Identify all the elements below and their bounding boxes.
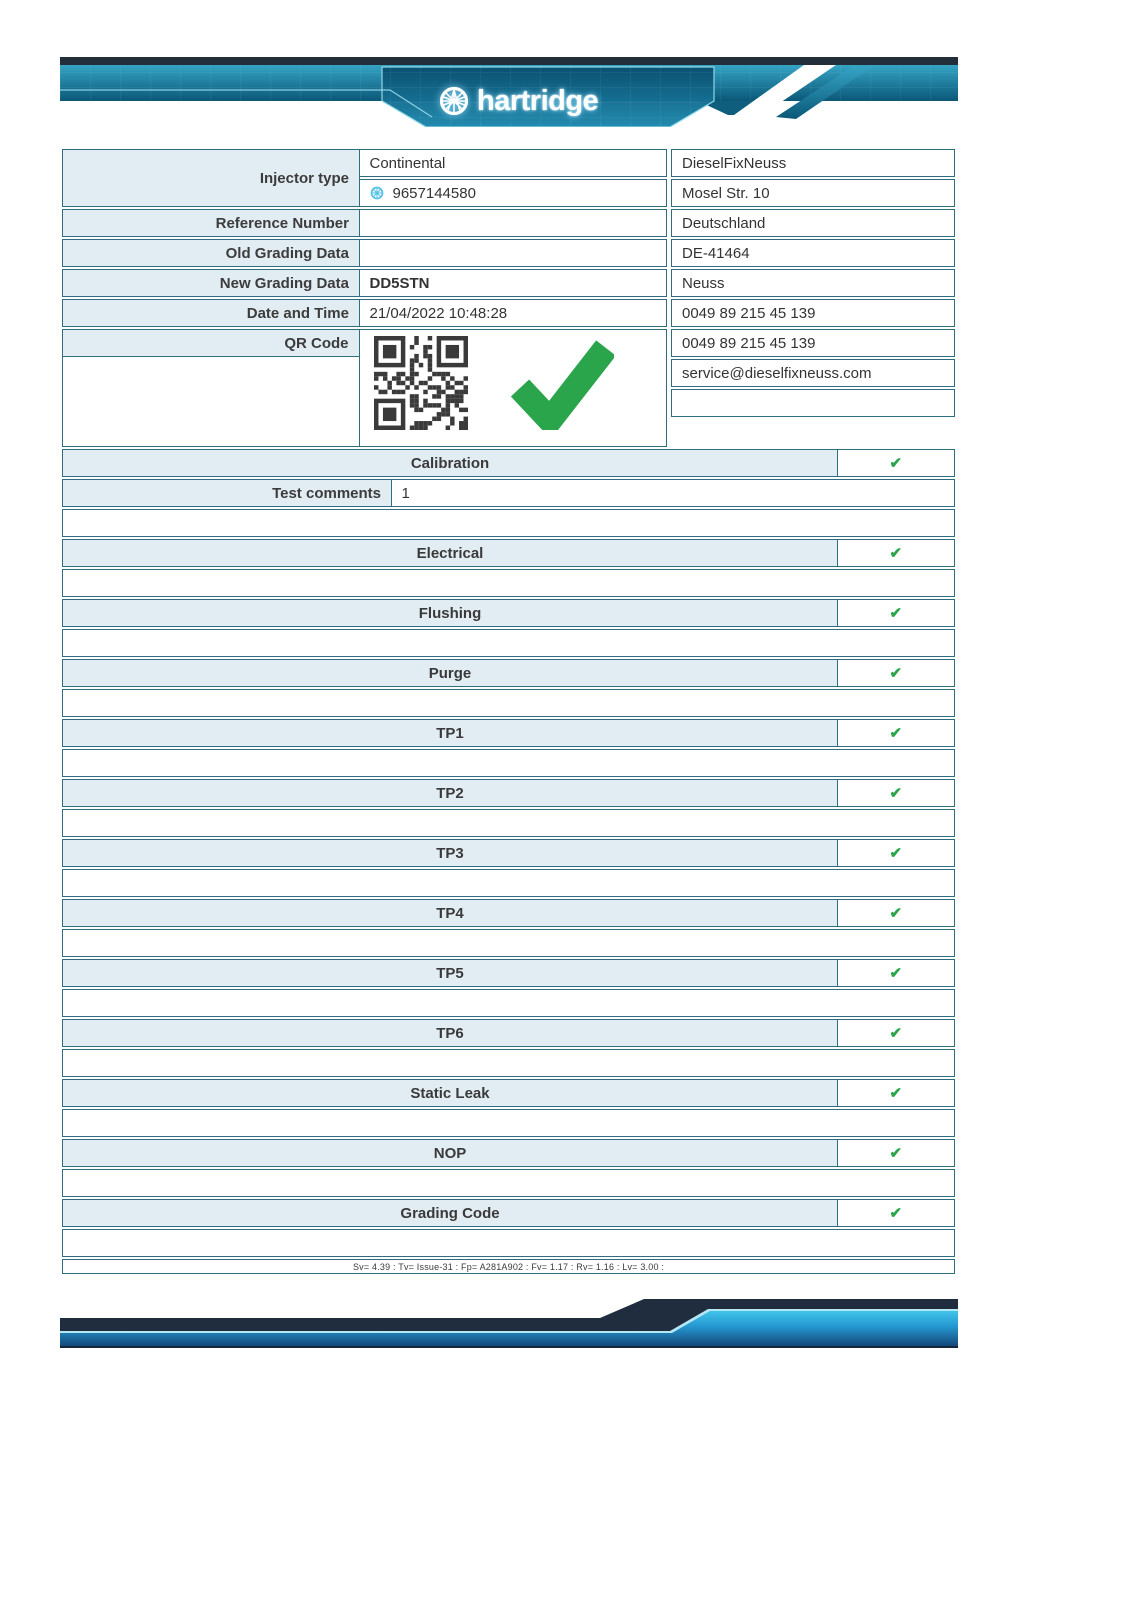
customer-value-0: DieselFixNeuss <box>671 149 955 177</box>
section-header-tp1 <box>62 719 955 747</box>
section-title: TP2 <box>62 779 838 807</box>
injector-serial-cell <box>359 179 668 207</box>
section-header-calibration <box>62 449 955 477</box>
section-spacer-row <box>62 929 955 957</box>
section-status-cell <box>837 839 956 867</box>
info-value-old-grading-data <box>359 239 668 267</box>
version-footer-text: Sv= 4.39 : Tv= Issue-31 : Fp= A281A902 : Fv= 1.17 : Rv= 1.16 : Lv= 3.00 : <box>352 1261 665 1272</box>
section-status-cell <box>837 449 956 477</box>
check-icon: ✔ <box>889 454 903 472</box>
section-spacer-row <box>62 809 955 837</box>
section-status-cell <box>837 779 956 807</box>
footer-banner <box>60 1296 958 1348</box>
section-spacer-row <box>62 1049 955 1077</box>
check-icon: ✔ <box>889 964 903 982</box>
section-title: TP3 <box>62 839 838 867</box>
section-status-cell <box>837 1139 956 1167</box>
section-status-cell <box>837 659 956 687</box>
section-status-cell <box>837 959 956 987</box>
injector-type-row <box>62 149 667 207</box>
section-header-nop <box>62 1139 955 1167</box>
customer-value-7: service@dieselfixneuss.com <box>671 359 955 387</box>
section-header-tp4 <box>62 899 955 927</box>
check-icon: ✔ <box>889 784 903 802</box>
check-icon: ✔ <box>889 664 903 682</box>
info-row-new-grading-data <box>62 269 667 297</box>
check-icon: ✔ <box>889 844 903 862</box>
test-comments-label: Test comments <box>62 479 392 507</box>
section-status-cell <box>837 599 956 627</box>
section-header-static-leak <box>62 1079 955 1107</box>
section-header-flushing <box>62 599 955 627</box>
section-header-tp6 <box>62 1019 955 1047</box>
info-label-new-grading-data: New Grading Data <box>62 269 360 297</box>
section-status-cell <box>837 899 956 927</box>
qr-code <box>374 336 468 430</box>
wheel-icon-small <box>370 186 384 200</box>
customer-value-4: Neuss <box>671 269 955 297</box>
section-title: Electrical <box>62 539 838 567</box>
section-spacer-row <box>62 1109 955 1137</box>
check-icon: ✔ <box>889 1024 903 1042</box>
section-title: TP6 <box>62 1019 838 1047</box>
pass-check-icon <box>510 338 614 430</box>
section-spacer-row <box>62 1169 955 1197</box>
info-row-old-grading-data <box>62 239 667 267</box>
customer-value-1: Mosel Str. 10 <box>671 179 955 207</box>
qr-code-row <box>62 329 667 447</box>
info-row-reference-number <box>62 209 667 237</box>
customer-value-2: Deutschland <box>671 209 955 237</box>
section-spacer-row <box>62 629 955 657</box>
section-title: Static Leak <box>62 1079 838 1107</box>
customer-row <box>671 179 955 207</box>
section-status-cell <box>837 719 956 747</box>
info-label-date-and-time: Date and Time <box>62 299 360 327</box>
wheel-icon <box>438 85 470 117</box>
section-header-purge <box>62 659 955 687</box>
customer-row <box>671 149 955 177</box>
customer-row <box>671 329 955 357</box>
check-icon: ✔ <box>889 1144 903 1162</box>
version-footer-row <box>62 1259 955 1274</box>
info-label-reference-number: Reference Number <box>62 209 360 237</box>
customer-row <box>671 359 955 387</box>
check-icon: ✔ <box>889 904 903 922</box>
section-header-grading-code <box>62 1199 955 1227</box>
section-status-cell <box>837 1019 956 1047</box>
qr-code-label: QR Code <box>63 330 359 357</box>
check-icon: ✔ <box>889 1084 903 1102</box>
customer-value-6: 0049 89 215 45 139 <box>671 329 955 357</box>
test-comments-value: 1 <box>391 479 956 507</box>
section-header-tp5 <box>62 959 955 987</box>
section-header-tp3 <box>62 839 955 867</box>
injector-type-label: Injector type <box>62 149 360 207</box>
brand-logo <box>438 82 668 120</box>
section-title: Purge <box>62 659 838 687</box>
section-title: Flushing <box>62 599 838 627</box>
customer-empty-cell <box>671 389 955 417</box>
injector-serial-value: 9657144580 <box>392 184 476 202</box>
section-spacer-row <box>62 869 955 897</box>
customer-value-5: 0049 89 215 45 139 <box>671 299 955 327</box>
section-spacer-row <box>62 689 955 717</box>
section-header-electrical <box>62 539 955 567</box>
customer-row <box>671 269 955 297</box>
section-status-cell <box>837 539 956 567</box>
logo-wordmark: hartridge <box>477 84 599 117</box>
section-status-cell <box>837 1199 956 1227</box>
info-value-new-grading-data: DD5STN <box>359 269 668 297</box>
check-icon: ✔ <box>889 544 903 562</box>
section-spacer-row <box>62 509 955 537</box>
customer-row <box>671 239 955 267</box>
section-header-tp2 <box>62 779 955 807</box>
check-icon: ✔ <box>889 604 903 622</box>
section-title: TP5 <box>62 959 838 987</box>
section-spacer-row <box>62 569 955 597</box>
section-spacer-row <box>62 749 955 777</box>
info-value-reference-number <box>359 209 668 237</box>
section-title: Calibration <box>62 449 838 477</box>
section-title: Grading Code <box>62 1199 838 1227</box>
section-spacer-row <box>62 1229 955 1257</box>
test-sections <box>62 449 955 1274</box>
info-row-date-and-time <box>62 299 667 327</box>
check-icon: ✔ <box>889 724 903 742</box>
section-title: TP1 <box>62 719 838 747</box>
customer-value-3: DE-41464 <box>671 239 955 267</box>
section-title: NOP <box>62 1139 838 1167</box>
test-comments-row <box>62 479 955 507</box>
section-title: TP4 <box>62 899 838 927</box>
check-icon: ✔ <box>889 1204 903 1222</box>
info-value-date-and-time: 21/04/2022 10:48:28 <box>359 299 668 327</box>
info-label-old-grading-data: Old Grading Data <box>62 239 360 267</box>
injector-info-table <box>62 149 667 447</box>
customer-row <box>671 299 955 327</box>
customer-info-table <box>671 149 955 419</box>
section-spacer-row <box>62 989 955 1017</box>
section-status-cell <box>837 1079 956 1107</box>
customer-row <box>671 209 955 237</box>
injector-make-value: Continental <box>359 149 668 177</box>
